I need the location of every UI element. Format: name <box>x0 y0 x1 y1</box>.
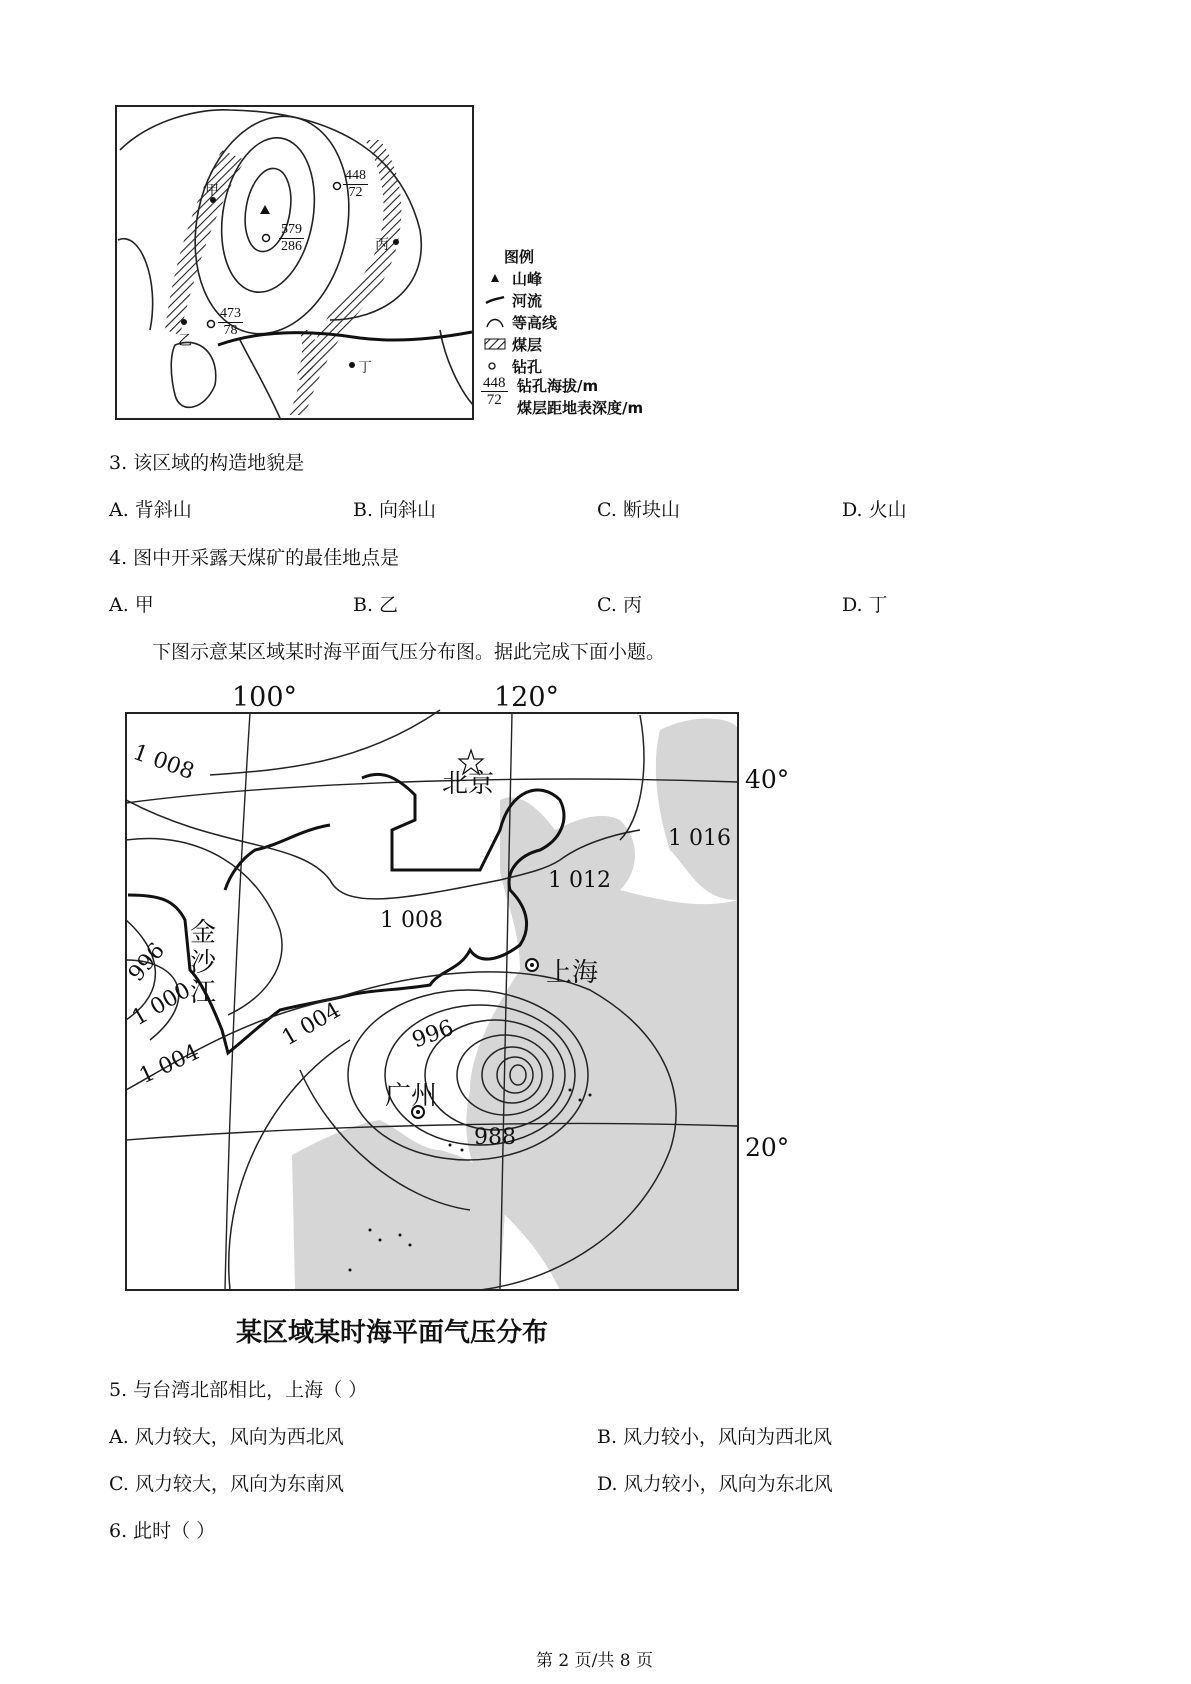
q3-option-d[interactable]: D. 火山 <box>842 499 907 521</box>
q4-option-d[interactable]: D. 丁 <box>842 594 888 616</box>
legend-fraction: $\frac{448}{72}$ <box>483 375 506 408</box>
q3-option-b[interactable]: B. 向斜山 <box>353 499 437 521</box>
q5-option-c[interactable]: C. 风力较大，风向为东南风 <box>109 1473 344 1495</box>
river-icon <box>484 292 506 308</box>
point-yi-icon <box>181 319 187 325</box>
isobar-label: 996 <box>408 1015 458 1054</box>
legend-frac-bot-label: 煤层距地表深度/m <box>517 399 644 417</box>
q4-option-b[interactable]: B. 乙 <box>353 594 399 616</box>
borehole-icon <box>334 183 341 190</box>
figure2-caption: 某区域某时海平面气压分布 <box>236 1318 549 1348</box>
legend-item-coal: 煤层 <box>484 333 557 355</box>
lon-label-120: 120° <box>494 682 560 713</box>
isobar-label: 996 <box>123 938 171 987</box>
sea-area-east <box>656 718 738 900</box>
label-jia: 甲 <box>205 183 219 199</box>
pressure-map-figure <box>0 670 820 1300</box>
isobar-label: 1 008 <box>380 908 443 933</box>
hatch-icon <box>484 336 506 352</box>
borehole-value-1: $\frac{448}{72}$ <box>345 168 366 200</box>
question-3-stem: 3. 该区域的构造地貌是 <box>109 452 305 474</box>
coal-map-svg <box>0 0 700 420</box>
q3-option-c[interactable]: C. 断块山 <box>597 499 680 521</box>
contour-icon <box>484 314 506 330</box>
label-ding: 丁 <box>358 360 372 376</box>
city-guangzhou: 广州 <box>385 1081 438 1111</box>
point-bing-icon <box>393 239 399 245</box>
lat-label-40: 40° <box>745 765 790 794</box>
label-bing: 丙 <box>375 237 389 253</box>
pressure-map-svg <box>0 670 820 1300</box>
isobar-label: 1 004 <box>135 1039 204 1090</box>
map-legend <box>484 245 557 377</box>
q4-option-c[interactable]: C. 丙 <box>597 594 642 616</box>
intro-text: 下图示意某区域某时海平面气压分布图。据此完成下面小题。 <box>152 641 666 663</box>
isobar-label: 1 004 <box>277 997 346 1052</box>
isobar-label: 1 012 <box>548 868 611 893</box>
q5-option-d[interactable]: D. 风力较小，风向为东北风 <box>597 1473 833 1495</box>
coal-map-figure <box>0 0 700 420</box>
legend-title: 图例 <box>504 247 535 266</box>
borehole-icon <box>208 321 215 328</box>
legend-item-river: 河流 <box>484 289 557 311</box>
borehole-icon <box>263 235 270 242</box>
q5-option-a[interactable]: A. 风力较大，风向为西北风 <box>109 1426 344 1448</box>
isobar-label: 1 016 <box>668 826 731 851</box>
question-4-stem: 4. 图中开采露天煤矿的最佳地点是 <box>109 547 400 569</box>
borehole-value-2: $\frac{579}{286}$ <box>281 222 302 254</box>
isobar-label: 1 000 <box>127 977 196 1032</box>
page-footer: 第 2 页/共 8 页 <box>536 1651 653 1671</box>
borehole-value-3: $\frac{473}{78}$ <box>220 306 241 338</box>
legend-item-peak: 山峰 <box>484 267 557 289</box>
legend-frac-top-label: 钻孔海拔/m <box>517 377 599 395</box>
borehole-icon <box>484 358 506 374</box>
legend-item-borehole: 钻孔 <box>484 355 557 377</box>
legend-item-contour: 等高线 <box>484 311 557 333</box>
isobar-label: 1 008 <box>129 739 198 786</box>
q3-option-a[interactable]: A. 背斜山 <box>109 499 192 521</box>
lat-label-20: 20° <box>745 1133 790 1162</box>
river-jinsha: 金沙江 <box>190 918 217 1008</box>
question-6-stem: 6. 此时（ ） <box>109 1520 216 1542</box>
q5-option-b[interactable]: B. 风力较小，风向为西北风 <box>597 1426 833 1448</box>
q4-option-a[interactable]: A. 甲 <box>109 594 154 616</box>
city-beijing: 北京 <box>442 769 495 799</box>
question-5-stem: 5. 与台湾北部相比，上海（ ） <box>109 1379 368 1401</box>
lon-label-100: 100° <box>232 682 298 713</box>
point-ding-icon <box>349 362 355 368</box>
label-yi: 乙 <box>178 333 192 349</box>
peak-icon <box>484 270 506 286</box>
isobar-label: 988 <box>474 1125 516 1150</box>
city-shanghai: 上海 <box>546 958 599 988</box>
